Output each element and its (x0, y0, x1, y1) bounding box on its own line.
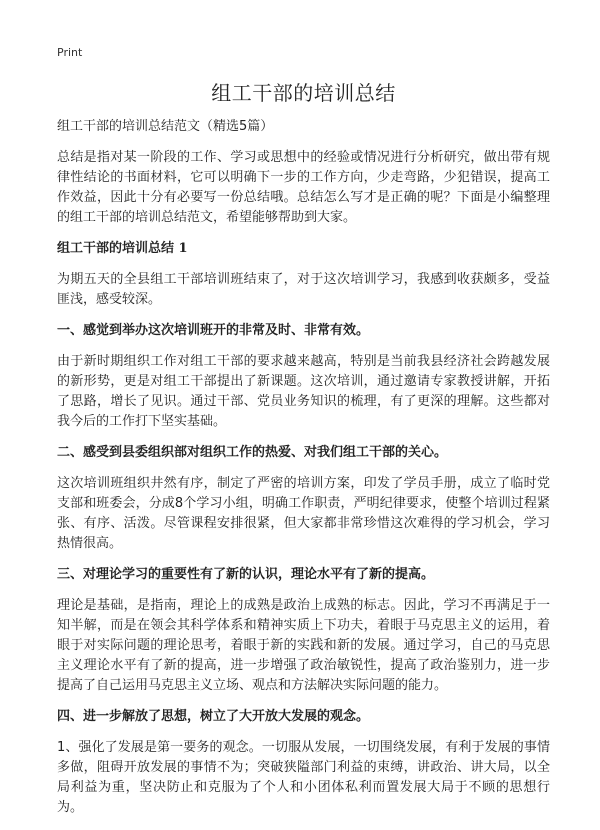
point-1-paragraph: 由于新时期组织工作对组工干部的要求越来越高，特别是当前我县经济社会跨越发展的新形势，更是对组工干部提出了新课题。这次培训，通过邀请专家教授讲解，开拓了思路，增长了见识。通过干部、党员业务知识的梳理，有了更深的理解。这些都对我今后的工作打下坚实基础。 (57, 354, 550, 429)
print-link[interactable]: Print (57, 46, 83, 59)
intro-paragraph: 总结是指对某一阶段的工作、学习或思想中的经验或情况进行分析研究，做出带有规律性结论的书面材料，它可以明确下一步的工作方向，少走弯路，少犯错误，提高工作效益，因此十分有必要写一份总结哦。总结怎么写才是正确的呢？下面是小编整理的组工干部的培训总结范文，希望能够帮助到大家。 (57, 150, 550, 225)
page-title: 组工干部的培训总结 (211, 81, 396, 105)
point-2-paragraph: 这次培训班组织井然有序，制定了严密的培训方案，印发了学员手册，成立了临时党支部和班委会，分成8个学习小组，明确工作职责，严明纪律要求，使整个培训过程紧张、有序、活泼。尽管课程安排很紧，但大家都非常珍惜这次难得的学习机会，学习热情很高。 (57, 476, 550, 551)
point-1-heading: 一、感觉到举办这次培训班开的非常及时、非常有效。 (57, 323, 370, 338)
section-heading: 组工干部的培训总结 1 (57, 241, 188, 256)
point-3-heading: 三、对理论学习的重要性有了新的认识，理论水平有了新的提高。 (57, 567, 435, 582)
document-subtitle: 组工干部的培训总结范文（精选5篇） (57, 119, 274, 134)
point-4-paragraph: 1、强化了发展是第一要务的观念。一切服从发展，一切围绕发展，有利于发展的事情多做，阻碍开放发展的事情不为；突破狭隘部门利益的束缚，讲政治、讲大局，以全局利益为重，坚决防止和克服为了个人和小团体私利而置发展大局于不顾的思想行为。 (57, 740, 550, 815)
point-2-heading: 二、感受到县委组织部对组织工作的热爱、对我们组工干部的关心。 (57, 445, 448, 460)
section-paragraph: 为期五天的全县组工干部培训班结束了，对于这次培训学习，我感到收获颇多，受益匪浅，感受较深。 (57, 272, 550, 307)
point-4-heading: 四、进一步解放了思想，树立了大开放大发展的观念。 (57, 709, 370, 724)
point-3-paragraph: 理论是基础，是指南，理论上的成熟是政治上成熟的标志。因此，学习不再满足于一知半解，而是在领会其科学体系和精神实质上下功夫，着眼于马克思主义的运用，着眼于对实际问题的理论思考，着眼于新的实践和新的发展。通过学习，自己的马克思主义理论水平有了新的提高，进一步增强了政治敏锐性，提高了政治鉴别力，进一步提高了自己运用马克思主义立场、观点和方法解决实际问题的能力。 (57, 598, 550, 693)
document-body (57, 80, 550, 830)
